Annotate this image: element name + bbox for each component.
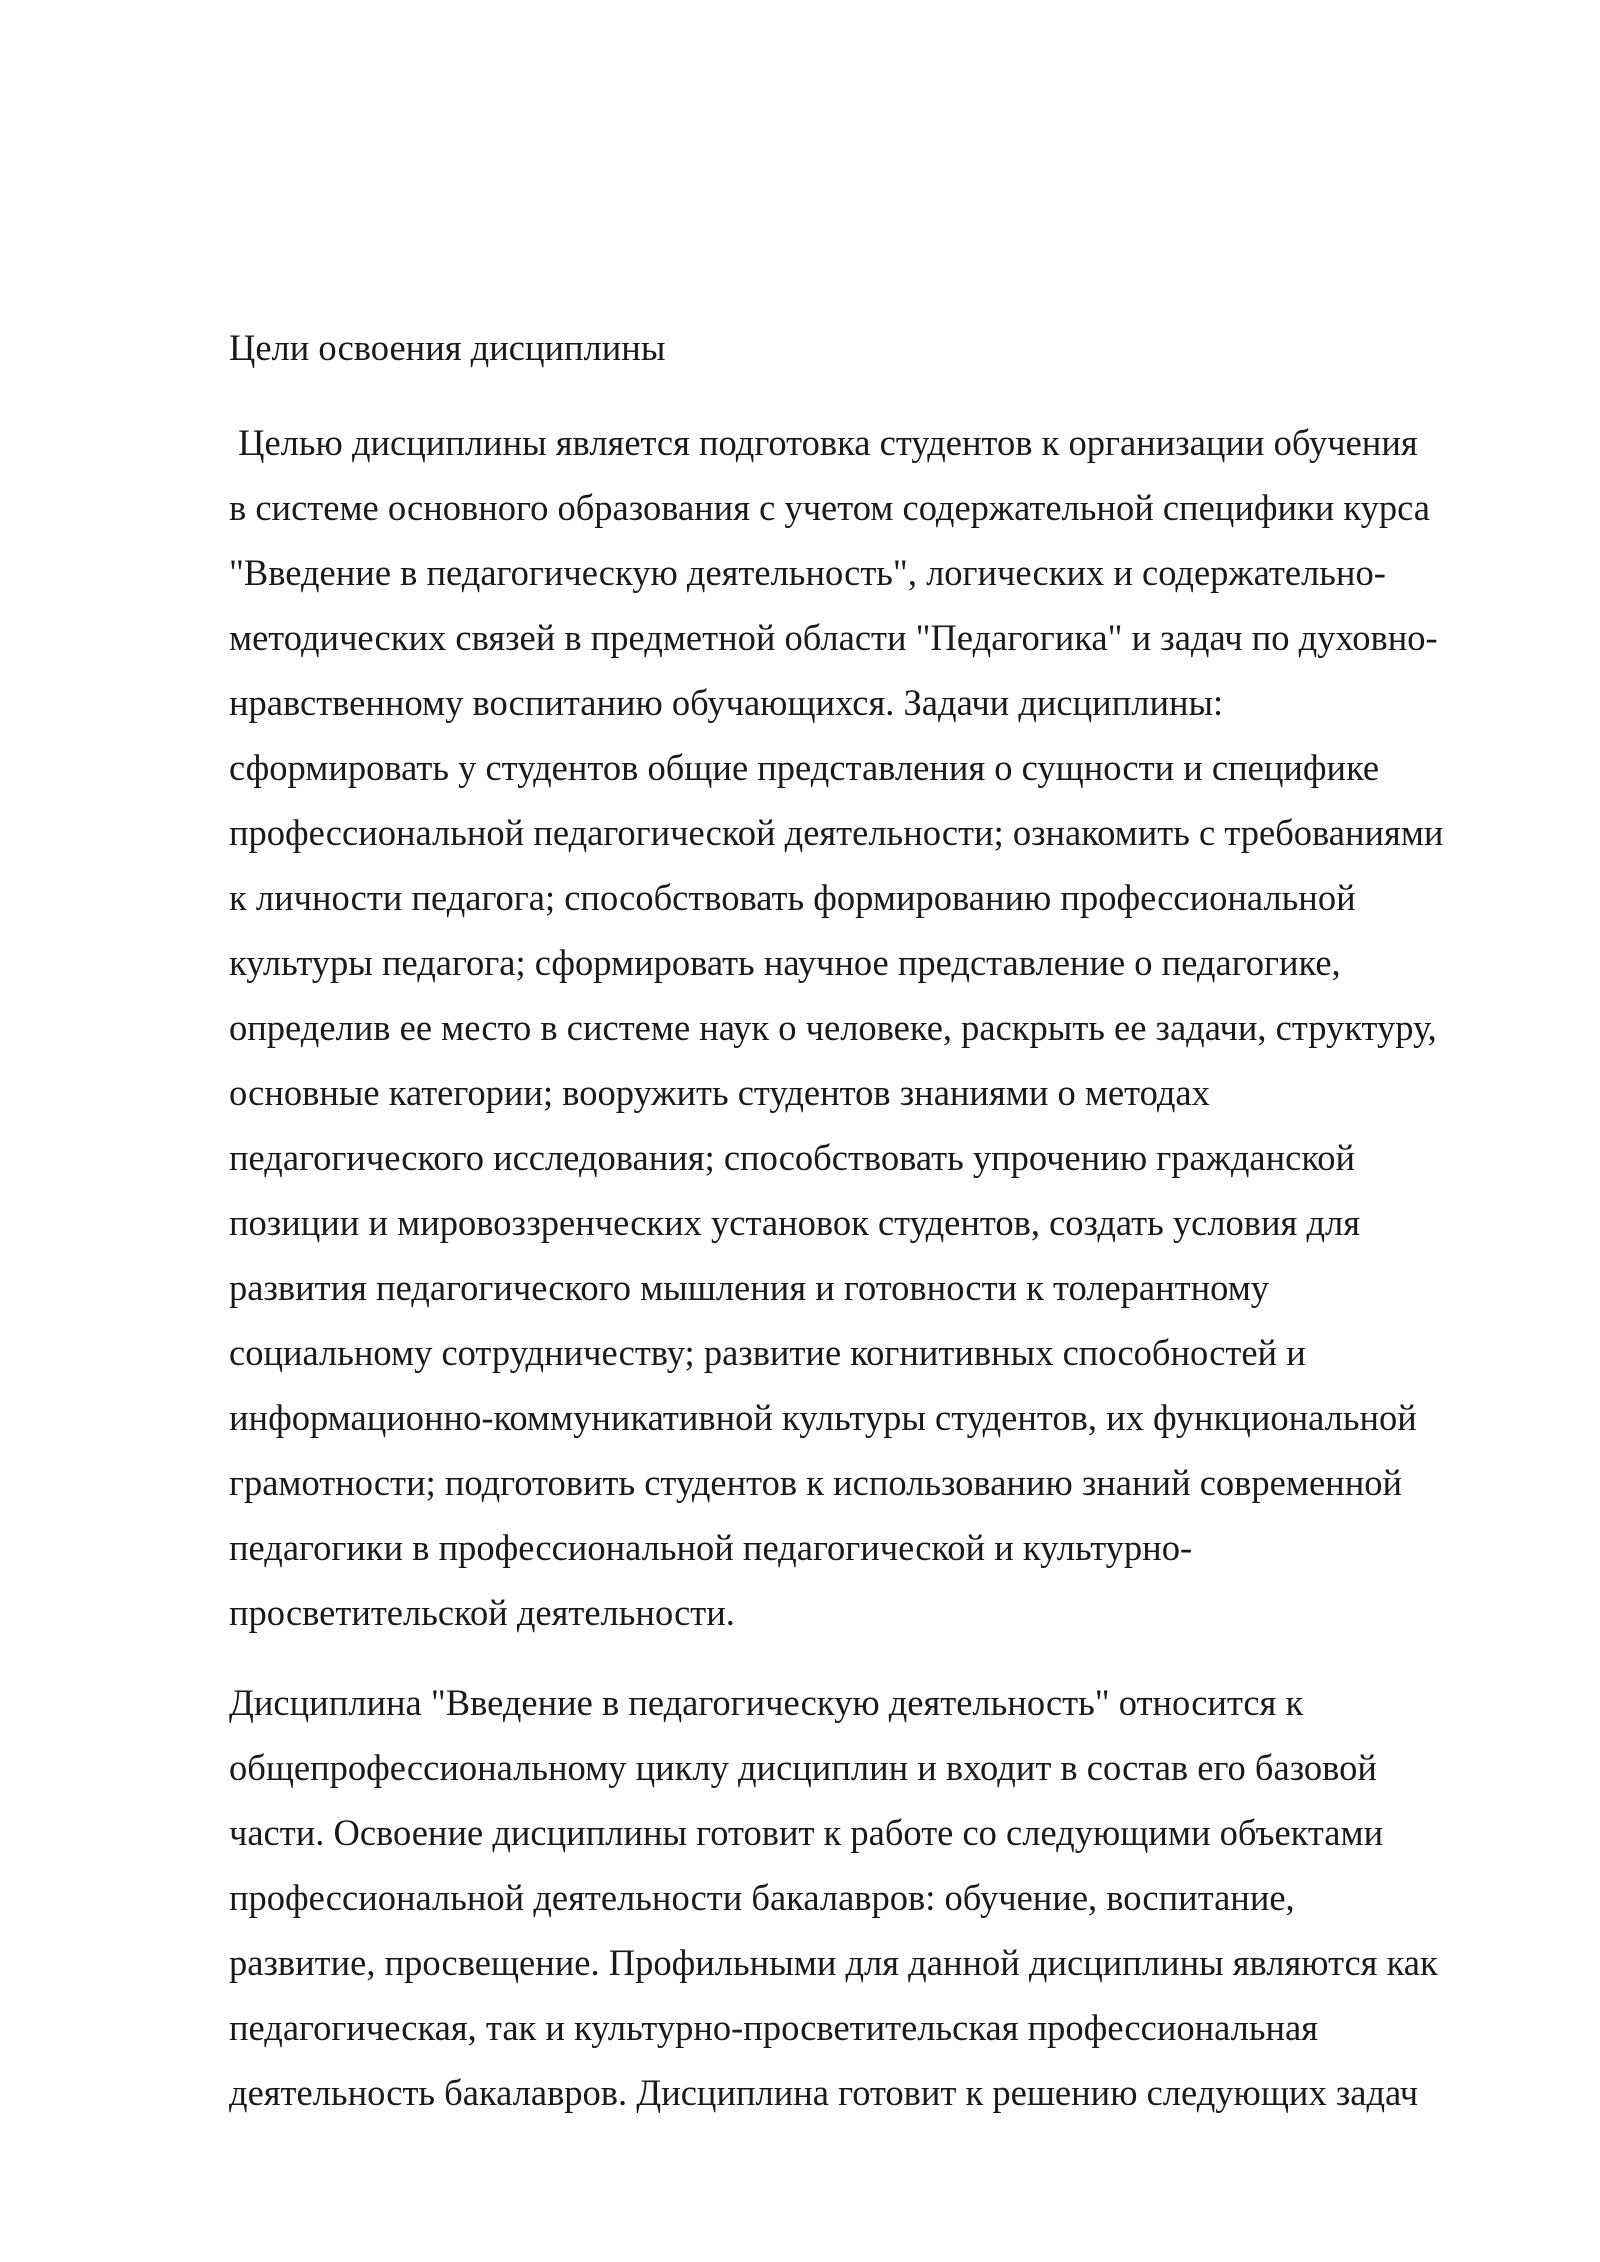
text-line: педагогического исследования; способствовать упрочению гражданской <box>229 1137 1356 1178</box>
text-line: методических связей в предметной области "Педагогика" и задач по духовно- <box>229 617 1438 658</box>
text-line: профессиональной педагогической деятельности; ознакомить с требованиями <box>229 812 1444 853</box>
text-line: грамотности; подготовить студентов к использованию знаний современной <box>229 1462 1403 1503</box>
text-line: к личности педагога; способствовать формированию профессиональной <box>229 877 1356 918</box>
text-line: информационно-коммуникативной культуры студентов, их функциональной <box>229 1397 1417 1438</box>
text-line: части. Освоение дисциплины готовит к работе со следующими объектами <box>229 1812 1384 1853</box>
text-line: деятельность бакалавров. Дисциплина готовит к решению следующих задач <box>229 2072 1419 2113</box>
text-line: педагогическая, так и культурно-просветительская профессиональная <box>229 2007 1319 2048</box>
text-line: развитие, просвещение. Профильными для данной дисциплины являются как <box>229 1942 1438 1983</box>
text-line: профессиональной деятельности бакалавров: обучение, воспитание, <box>229 1877 1295 1918</box>
paragraph-goals <box>229 410 1529 1645</box>
text-line: общепрофессиональному циклу дисциплин и входит в состав его базовой <box>229 1747 1377 1788</box>
text-line: просветительской деятельности. <box>229 1592 735 1633</box>
text-line: сформировать у студентов общие представления о сущности и специфике <box>229 747 1380 788</box>
text-line: определив ее место в системе наук о человеке, раскрыть ее задачи, структуру, <box>229 1007 1437 1048</box>
text-line: культуры педагога; сформировать научное представление о педагогике, <box>229 942 1341 983</box>
text-line: Дисциплина "Введение в педагогическую деятельность" относится к <box>229 1682 1304 1723</box>
section-heading: Цели освоения дисциплины <box>229 327 666 368</box>
text-line: социальному сотрудничеству; развитие когнитивных способностей и <box>229 1332 1306 1373</box>
text-line: Целью дисциплины является подготовка студентов к организации обучения <box>229 422 1418 463</box>
text-line: нравственному воспитанию обучающихся. Задачи дисциплины: <box>229 682 1224 723</box>
text-line: развития педагогического мышления и готовности к толерантному <box>229 1267 1270 1308</box>
document-body <box>229 324 1529 2125</box>
text-line: позиции и мировоззренческих установок студентов, создать условия для <box>229 1202 1361 1243</box>
text-line: в системе основного образования с учетом содержательной специфики курса <box>229 487 1430 528</box>
text-line: основные категории; вооружить студентов знаниями о методах <box>229 1072 1210 1113</box>
text-line: "Введение в педагогическую деятельность", логических и содержательно- <box>229 552 1386 593</box>
text-line: педагогики в профессиональной педагогической и культурно- <box>229 1527 1193 1568</box>
paragraph-discipline-place <box>229 1670 1529 2125</box>
